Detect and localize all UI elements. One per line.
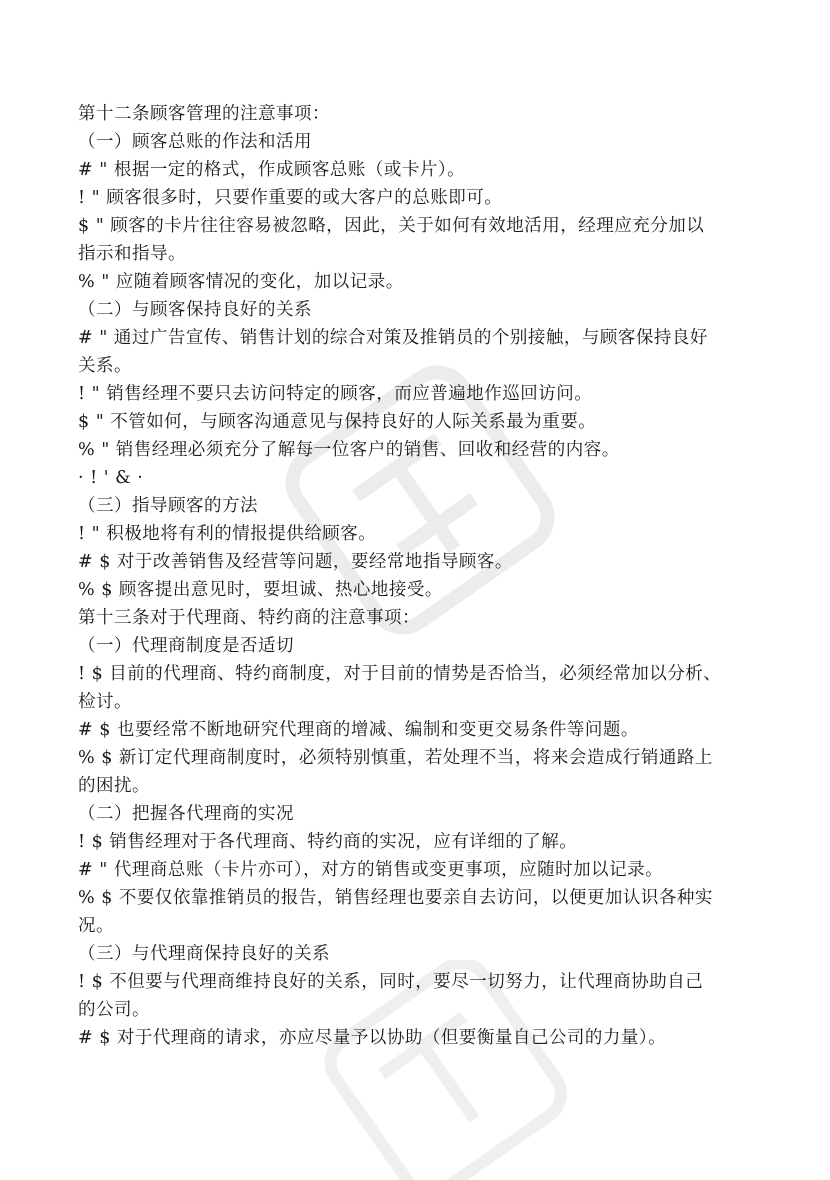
list-item: # $ 对于改善销售及经营等问题，要经常地指导顾客。 bbox=[78, 552, 513, 572]
section-heading: （二）与顾客保持良好的关系 bbox=[78, 300, 312, 320]
list-item-continuation: 的困扰。 bbox=[78, 776, 150, 796]
list-item: $ " 不管如何，与顾客沟通意见与保持良好的人际关系最为重要。 bbox=[78, 412, 597, 432]
list-item: ! $ 不但要与代理商维持良好的关系，同时，要尽一切努力，让代理商协助自己 bbox=[78, 972, 704, 992]
section-heading: （二）把握各代理商的实况 bbox=[78, 804, 294, 824]
list-item-continuation: 况。 bbox=[78, 916, 114, 936]
section-heading: （一）顾客总账的作法和活用 bbox=[78, 132, 312, 152]
document-body bbox=[78, 100, 768, 1052]
list-item: % " 应随着顾客情况的变化，加以记录。 bbox=[78, 272, 404, 292]
list-item: # $ 对于代理商的请求，亦应尽量予以协助（但要衡量自己公司的力量）。 bbox=[78, 1028, 667, 1048]
list-item: % $ 顾客提出意见时，要坦诚、热心地接受。 bbox=[78, 580, 443, 600]
list-item: % $ 不要仅依靠推销员的报告，销售经理也要亲自去访问，以便更加认识各种实 bbox=[78, 888, 713, 908]
list-item: ! " 顾客很多时，只要作重要的或大客户的总账即可。 bbox=[78, 188, 503, 208]
separator-symbols: · ! ' & · bbox=[78, 468, 144, 488]
list-item: % " 销售经理必须充分了解每一位客户的销售、回收和经营的内容。 bbox=[78, 440, 620, 460]
section-heading: （三）指导顾客的方法 bbox=[78, 496, 258, 516]
list-item: ! " 积极地将有利的情报提供给顾客。 bbox=[78, 524, 377, 544]
list-item: % $ 新订定代理商制度时，必须特别慎重，若处理不当，将来会造成行销通路上 bbox=[78, 748, 713, 768]
list-item-continuation: 指示和指导。 bbox=[78, 244, 186, 264]
list-item-continuation: 检讨。 bbox=[78, 692, 132, 712]
list-item: # " 代理商总账（卡片亦可），对方的销售或变更事项，应随时加以记录。 bbox=[78, 860, 664, 880]
list-item-continuation: 关系。 bbox=[78, 356, 132, 376]
list-item: # " 根据一定的格式，作成顾客总账（或卡片）。 bbox=[78, 160, 466, 180]
article-12-heading: 第十二条顾客管理的注意事项： bbox=[78, 104, 330, 124]
section-heading: （三）与代理商保持良好的关系 bbox=[78, 944, 330, 964]
section-heading: （一）代理商制度是否适切 bbox=[78, 636, 294, 656]
list-item: # $ 也要经常不断地研究代理商的增减、编制和变更交易条件等问题。 bbox=[78, 720, 639, 740]
list-item: ! " 销售经理不要只去访问特定的顾客，而应普遍地作巡回访问。 bbox=[78, 384, 593, 404]
list-item: ! $ 目前的代理商、特约商制度，对于目前的情势是否恰当，必须经常加以分析、 bbox=[78, 664, 722, 684]
article-13-heading: 第十三条对于代理商、特约商的注意事项： bbox=[78, 608, 420, 628]
list-item-continuation: 的公司。 bbox=[78, 1000, 150, 1020]
list-item: # " 通过广告宣传、销售计划的综合对策及推销员的个别接触，与顾客保持良好 bbox=[78, 328, 708, 348]
list-item: $ " 顾客的卡片往往容易被忽略，因此，关于如何有效地活用，经理应充分加以 bbox=[78, 216, 705, 236]
list-item: ! $ 销售经理对于各代理商、特约商的实况，应有详细的了解。 bbox=[78, 832, 578, 852]
